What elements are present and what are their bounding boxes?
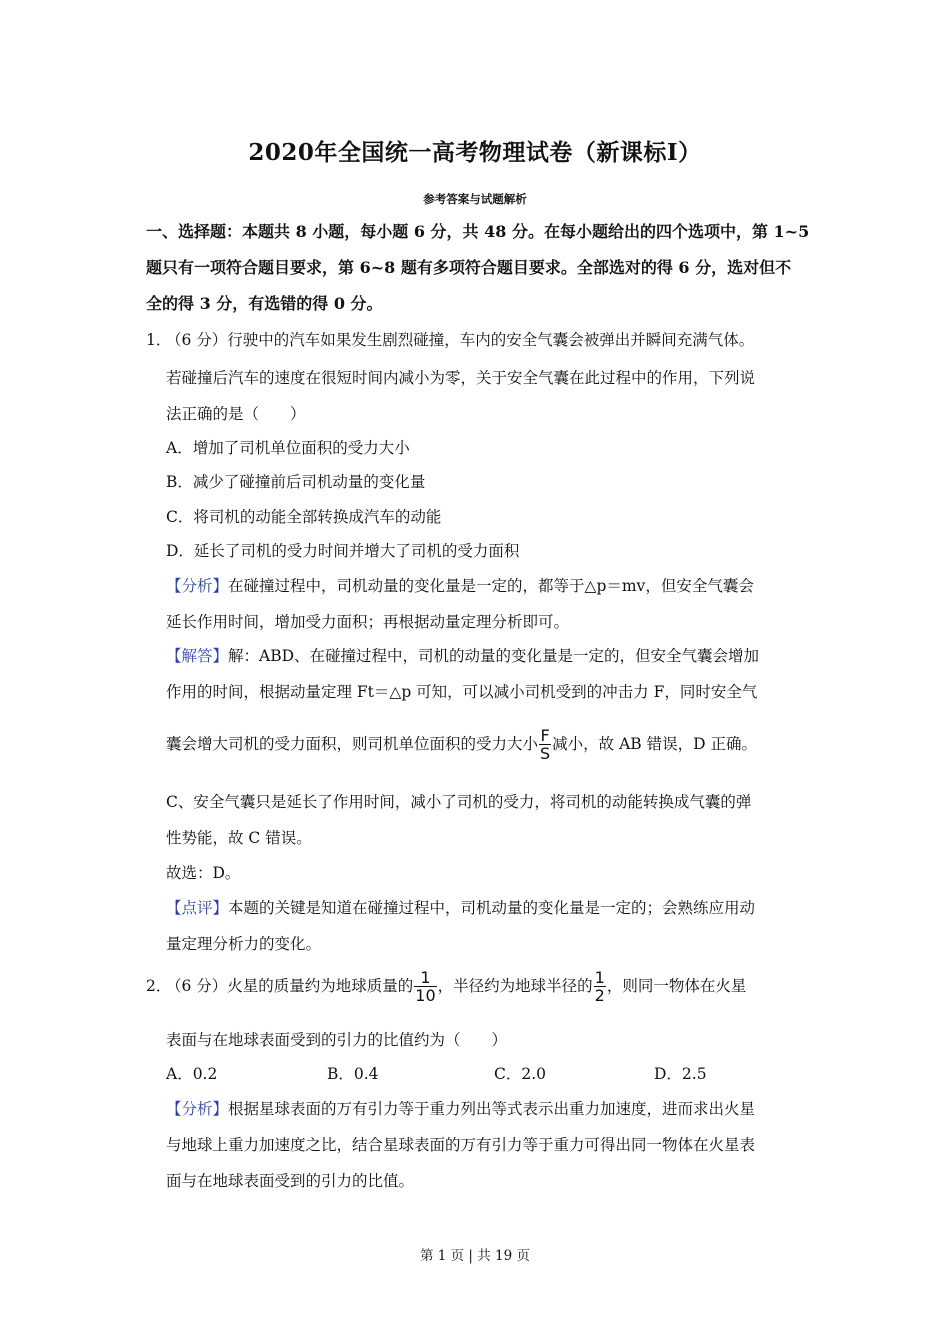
- q1-option-c: C．将司机的动能全部转换成汽车的动能: [166, 508, 442, 526]
- q1-answer-line-2: 作用的时间，根据动量定理 Ft＝△p 可知，可以减小司机受到的冲击力 F，同时安全气: [166, 683, 758, 701]
- section-instructions-line-3: 全的得 3 分，有选错的得 0 分。: [146, 294, 383, 313]
- q1-answer-line-5: 性势能，故 C 错误。: [166, 829, 312, 847]
- q1-choice: 故选：D。: [166, 864, 241, 882]
- q2-option-d: D．2.5: [654, 1065, 707, 1083]
- q2-analysis-line-1: [166, 1099, 755, 1119]
- q1-option-d: D．延长了司机的受力时间并增大了司机的受力面积: [166, 542, 520, 560]
- q1-option-b: B．减少了碰撞前后司机动量的变化量: [166, 473, 426, 491]
- section-instructions-line-1: 一、选择题：本题共 8 小题，每小题 6 分，共 48 分。在每小题给出的四个选项中，第 1~5: [146, 222, 810, 241]
- q2-option-c: C．2.0: [494, 1065, 547, 1083]
- page-footer: 第 1 页 | 共 19 页: [419, 1248, 531, 1264]
- fraction-one-tenth: [414, 970, 436, 1004]
- q1-analysis-line-2: 延长作用时间，增加受力面积；再根据动量定理分析即可。: [166, 613, 570, 631]
- q1-stem-line-1: [146, 330, 754, 350]
- fraction-denominator: 10: [415, 986, 436, 1005]
- q1-answer-text-3a: 囊会增大司机的受力面积，则司机单位面积的受力大小: [166, 735, 539, 753]
- fraction-one-half: [594, 970, 606, 1004]
- q2-option-a: A．0.2: [166, 1065, 218, 1083]
- fraction-numerator: 1: [420, 968, 431, 987]
- q1-analysis-line-1: [166, 576, 754, 596]
- page-subtitle: 参考答案与试题解析: [423, 192, 527, 206]
- q1-comment-text-1: 本题的关键是知道在碰撞过程中，司机动量的变化量是一定的；会熟练应用动: [228, 899, 756, 917]
- page-title: 2020年全国统一高考物理试卷（新课标Ⅰ）: [248, 139, 702, 166]
- fraction-denominator: 2: [594, 986, 605, 1005]
- q1-stem-text-1: （6 分）行驶中的汽车如果发生剧烈碰撞，车内的安全气囊会被弹出并瞬间充满气体。: [166, 331, 755, 349]
- fraction-f-over-s: [539, 728, 551, 762]
- section-instructions-line-2: 题只有一项符合题目要求，第 6~8 题有多项符合题目要求。全部选对的得 6 分，选对但不: [146, 258, 792, 277]
- q1-comment-tag: 【点评】: [166, 899, 229, 917]
- q1-option-a: A．增加了司机单位面积的受力大小: [166, 439, 410, 457]
- q2-number: 2．: [146, 977, 172, 995]
- q1-answer-line-3: [166, 724, 757, 764]
- q2-stem-line-2: 表面与在地球表面受到的引力的比值约为（ ）: [166, 1031, 508, 1049]
- q2-stem-line-1: [146, 966, 746, 1006]
- q1-answer-text-1: 解：ABD、在碰撞过程中，司机的动量的变化量是一定的，但安全气囊会增加: [228, 647, 760, 665]
- q1-comment-line-2: 量定理分析力的变化。: [166, 935, 322, 953]
- q2-stem-text-b: ，半径约为地球半径的: [437, 977, 593, 995]
- q2-analysis-line-3: 面与在地球表面受到的引力的比值。: [166, 1172, 415, 1190]
- q2-analysis-line-2: 与地球上重力加速度之比，结合星球表面的万有引力等于重力可得出同一物体在火星表: [166, 1136, 756, 1154]
- q1-answer-tag: 【解答】: [166, 647, 229, 665]
- fraction-denominator: S: [540, 744, 551, 763]
- q1-answer-line-4: C、安全气囊只是延长了作用时间，减小了司机的受力，将司机的动能转换成气囊的弹: [166, 793, 752, 811]
- q1-analysis-text-1: 在碰撞过程中，司机动量的变化量是一定的，都等于△p＝mv，但安全气囊会: [228, 577, 754, 595]
- q1-analysis-tag: 【分析】: [166, 577, 229, 595]
- q2-option-b: B．0.4: [327, 1065, 379, 1083]
- q1-answer-line-1: [166, 646, 759, 666]
- q1-number: 1．: [146, 331, 172, 349]
- q2-stem-text-c: ，则同一物体在火星: [606, 977, 747, 995]
- q2-stem-text-a: （6 分）火星的质量约为地球质量的: [166, 977, 414, 995]
- q1-answer-text-3b: 减小，故 AB 错误，D 正确。: [552, 735, 757, 753]
- q2-analysis-tag: 【分析】: [166, 1100, 229, 1118]
- q1-stem-line-2: 若碰撞后汽车的速度在很短时间内减小为零，关于安全气囊在此过程中的作用，下列说: [166, 369, 756, 387]
- q2-analysis-text-1: 根据星球表面的万有引力等于重力列出等式表示出重力加速度，进而求出火星: [228, 1100, 756, 1118]
- q1-stem-line-3: 法正确的是（ ）: [166, 405, 306, 423]
- q1-comment-line-1: [166, 898, 755, 918]
- fraction-numerator: F: [540, 726, 550, 745]
- fraction-numerator: 1: [594, 968, 605, 987]
